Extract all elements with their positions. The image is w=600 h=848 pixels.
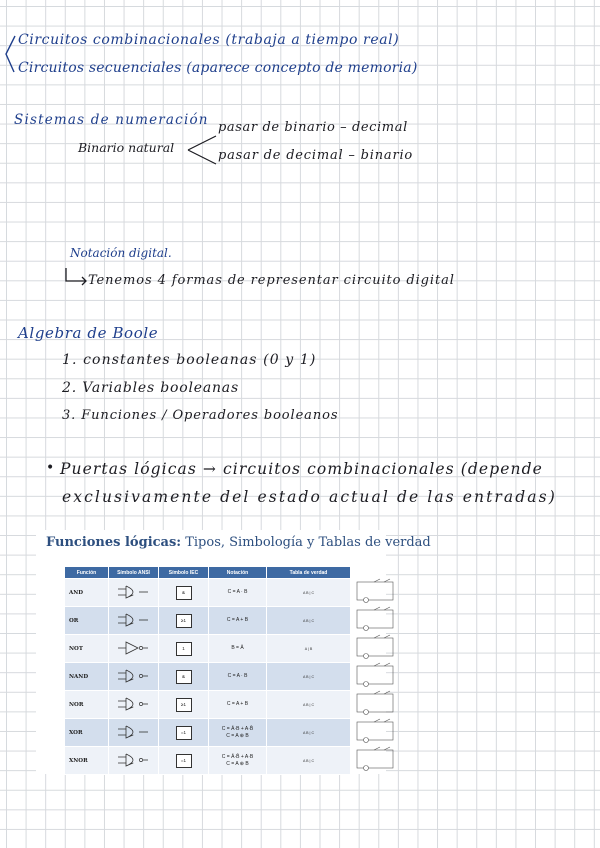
ansi-gate-icon <box>114 612 154 628</box>
circuit-diagram-icon <box>354 578 398 604</box>
truth-table-cell <box>267 635 351 663</box>
logic-functions-figure <box>36 530 431 774</box>
table-row <box>65 663 351 691</box>
truth-table: A B | C <box>302 674 315 679</box>
circuit-diagram-icon <box>354 746 398 772</box>
gate-name: OR <box>65 607 109 635</box>
iec-symbol-cell <box>159 747 209 775</box>
truth-table-cell <box>267 607 351 635</box>
gate-name: NOR <box>65 691 109 719</box>
note-combinational: Circuitos combinacionales (trabaja a tiempo real) <box>18 32 400 48</box>
figure-title: Funciones lógicas: Tipos, Simbología y Tablas de verdad <box>46 535 431 550</box>
truth-table-cell <box>267 579 351 607</box>
table-row <box>65 635 351 663</box>
iec-symbol-cell <box>159 607 209 635</box>
bracket-stroke <box>2 32 18 76</box>
iec-box: & <box>176 586 192 600</box>
notation-cell: B = Ā <box>209 635 267 663</box>
ansi-symbol-cell <box>109 691 159 719</box>
note-puertas-logicas-2: exclusivamente del estado actual de las entradas) <box>62 488 557 506</box>
iec-box: =1 <box>176 726 192 740</box>
logic-table <box>64 566 351 775</box>
table-row <box>65 579 351 607</box>
circuit-diagram-icon <box>354 634 398 660</box>
notation-cell: C = Ā·B + A·B̄ C = A ⊕ B <box>209 719 267 747</box>
truth-table: A B | C <box>302 730 315 735</box>
heading-notacion-digital: Notación digital. <box>70 246 172 260</box>
col-header: Símbolo ANSI <box>109 567 159 579</box>
table-row <box>65 691 351 719</box>
gate-name: AND <box>65 579 109 607</box>
col-header: Símbolo IEC <box>159 567 209 579</box>
notation-cell: C = A · B <box>209 663 267 691</box>
note-tenemos-formas: Tenemos 4 formas de representar circuito digital <box>88 273 455 288</box>
iec-symbol-cell <box>159 579 209 607</box>
gate-name: XNOR <box>65 747 109 775</box>
ansi-gate-icon <box>114 724 154 740</box>
ansi-gate-icon <box>114 668 154 684</box>
note-decimal-binario: pasar de decimal – binario <box>218 148 414 163</box>
circuit-diagram-icon <box>354 718 398 744</box>
circuit-diagram-icon <box>354 690 398 716</box>
ansi-symbol-cell <box>109 663 159 691</box>
branch-lines <box>186 130 220 170</box>
truth-table: A B | C <box>302 758 315 763</box>
truth-table: A B | C <box>302 702 315 707</box>
notation-cell: C = A + B <box>209 691 267 719</box>
iec-symbol-cell <box>159 719 209 747</box>
truth-table: A B | C <box>302 590 315 595</box>
iec-box: & <box>176 670 192 684</box>
table-row <box>65 719 351 747</box>
truth-table-cell <box>267 663 351 691</box>
notation-cell: C = A · B <box>209 579 267 607</box>
circuit-diagram-icon <box>354 606 398 632</box>
ansi-symbol-cell <box>109 607 159 635</box>
iec-box: 1 <box>176 642 192 656</box>
ansi-gate-icon <box>114 640 154 656</box>
col-header: Tabla de verdad <box>267 567 351 579</box>
ansi-gate-icon <box>114 696 154 712</box>
truth-table-cell <box>267 691 351 719</box>
iec-box: ≥1 <box>176 614 192 628</box>
table-header-row <box>65 567 351 579</box>
iec-symbol-cell <box>159 691 209 719</box>
gate-name: XOR <box>65 719 109 747</box>
list-item-funciones: 3. Funciones / Operadores booleanos <box>62 408 339 423</box>
iec-symbol-cell <box>159 663 209 691</box>
col-header: Notación <box>209 567 267 579</box>
iec-symbol-cell <box>159 635 209 663</box>
ansi-symbol-cell <box>109 719 159 747</box>
truth-table-cell <box>267 747 351 775</box>
iec-box: ≥1 <box>176 698 192 712</box>
truth-table-cell <box>267 719 351 747</box>
note-binario-decimal: pasar de binario – decimal <box>218 120 408 135</box>
gate-name: NAND <box>65 663 109 691</box>
truth-table: A B | C <box>302 618 315 623</box>
ansi-gate-icon <box>114 584 154 600</box>
list-item-constantes: 1. constantes booleanas (0 y 1) <box>62 352 317 368</box>
heading-sistemas-numeracion: Sistemas de numeración <box>14 112 209 128</box>
note-puertas-logicas-1: Puertas lógicas → circuitos combinacionales (depende <box>60 460 543 478</box>
notation-cell: C = A + B <box>209 607 267 635</box>
col-header: Función <box>65 567 109 579</box>
note-sequential: Circuitos secuenciales (aparece concepto de memoria) <box>18 60 418 76</box>
ansi-symbol-cell <box>109 747 159 775</box>
iec-box: =1 <box>176 754 192 768</box>
table-row <box>65 747 351 775</box>
gate-name: NOT <box>65 635 109 663</box>
list-item-variables: 2. Variables booleanas <box>62 380 239 396</box>
heading-algebra-boole: Algebra de Boole <box>18 324 159 342</box>
bullet-dot: • <box>46 460 55 476</box>
notation-cell: C = Ā·B̄ + A·B C = A ⊕ B <box>209 747 267 775</box>
ansi-symbol-cell <box>109 579 159 607</box>
ansi-symbol-cell <box>109 635 159 663</box>
ansi-gate-icon <box>114 752 154 768</box>
note-binario-natural: Binario natural <box>78 140 175 155</box>
circuit-diagram-icon <box>354 662 398 688</box>
table-row <box>65 607 351 635</box>
truth-table: A | B <box>304 646 313 651</box>
